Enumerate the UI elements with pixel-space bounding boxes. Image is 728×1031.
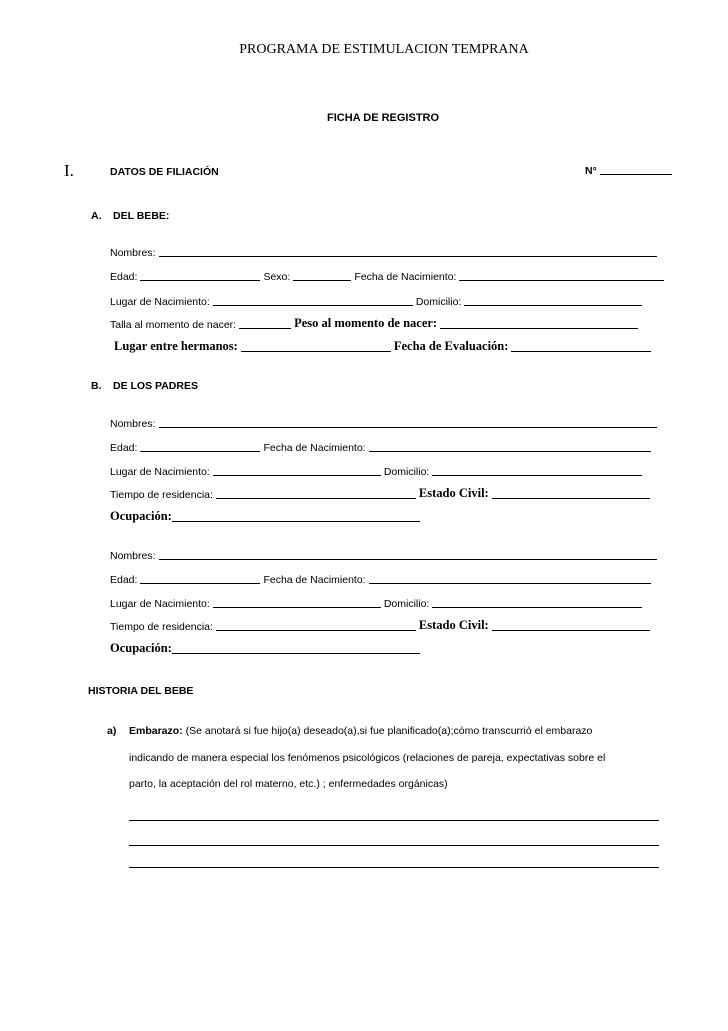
embarazo-description-line1: Embarazo: (Se anotará si fue hijo(a) deseado(a),si fue planificado(a);cómo transcurrió el embarazo [129,725,593,737]
padre2-edad-fecha-row[interactable]: Edad: Fecha de Nacimiento: [110,573,654,586]
section-title: DATOS DE FILIACIÓN [110,166,219,178]
fill-in-line[interactable] [140,441,260,452]
fill-in-line[interactable] [213,465,381,476]
padre1-nombres-field[interactable]: Nombres: [110,417,660,430]
section-roman-numeral: I. [64,161,74,180]
fill-in-line [600,164,672,175]
fill-in-line[interactable] [172,643,420,654]
fill-in-line[interactable] [464,295,642,306]
fill-in-line[interactable] [216,620,416,631]
padre2-nombres-field[interactable]: Nombres: [110,549,660,562]
bebe-edad-sexo-fecha-row[interactable]: Edad: Sexo: Fecha de Nacimiento: [110,270,667,283]
fill-in-line[interactable] [511,341,651,352]
padre1-ocupacion-field[interactable]: Ocupación: [110,509,423,524]
fill-in-line[interactable] [492,488,650,499]
fill-in-line[interactable] [440,318,638,329]
fill-in-line[interactable] [216,488,416,499]
padre2-ocupacion-field[interactable]: Ocupación: [110,641,423,656]
fill-in-line[interactable] [241,341,391,352]
embarazo-answer-line-1[interactable] [129,820,659,821]
bebe-lugar-domicilio-row[interactable]: Lugar de Nacimiento: Domicilio: [110,295,645,308]
subsection-letter-a: A. [91,210,102,222]
fill-in-line[interactable] [369,573,651,584]
bebe-talla-peso-row[interactable]: Talla al momento de nacer: Peso al momento de nacer: [110,316,641,331]
fill-in-line[interactable] [140,270,260,281]
subsection-letter-b: B. [91,380,102,392]
form-title: FICHA DE REGISTRO [327,112,440,124]
fill-in-line[interactable] [432,465,642,476]
padre1-lugar-domicilio-row[interactable]: Lugar de Nacimiento: Domicilio: [110,465,645,478]
record-number-label: N° [585,165,597,177]
fill-in-line[interactable] [369,441,651,452]
bebe-nombres-field[interactable]: Nombres: [110,246,660,259]
embarazo-answer-line-3[interactable] [129,867,659,868]
fill-in-line[interactable] [140,573,260,584]
record-number-field[interactable] [585,164,675,177]
subsection-title-bebe: DEL BEBE: [113,210,170,222]
fill-in-line[interactable] [159,246,657,257]
fill-in-line[interactable] [492,620,650,631]
fill-in-line[interactable] [459,270,664,281]
padre1-edad-fecha-row[interactable]: Edad: Fecha de Nacimiento: [110,441,654,454]
padre1-residencia-estado-row[interactable]: Tiempo de residencia: Estado Civil: [110,486,653,501]
fill-in-line[interactable] [213,295,413,306]
embarazo-answer-line-2[interactable] [129,845,659,846]
fill-in-line[interactable] [159,417,657,428]
fill-in-line[interactable] [213,597,381,608]
fill-in-line[interactable] [159,549,657,560]
fill-in-line[interactable] [293,270,351,281]
embarazo-description-line3: parto, la aceptación del rol materno, etc.) ; enfermedades orgánicas) [129,778,448,790]
padre2-lugar-domicilio-row[interactable]: Lugar de Nacimiento: Domicilio: [110,597,645,610]
program-title: PROGRAMA DE ESTIMULACION TEMPRANA [239,42,529,57]
fill-in-line[interactable] [239,318,291,329]
historia-item-letter: a) [107,725,117,737]
embarazo-description-line2: indicando de manera especial los fenómenos psicológicos (relaciones de pareja, expectativas sobre el [129,752,606,764]
fill-in-line[interactable] [432,597,642,608]
bebe-hermanos-evaluacion-row[interactable]: Lugar entre hermanos: Fecha de Evaluación: [114,339,654,354]
fill-in-line[interactable] [172,511,420,522]
historia-title: HISTORIA DEL BEBE [88,685,194,697]
padre2-residencia-estado-row[interactable]: Tiempo de residencia: Estado Civil: [110,618,653,633]
subsection-title-padres: DE LOS PADRES [113,380,198,392]
